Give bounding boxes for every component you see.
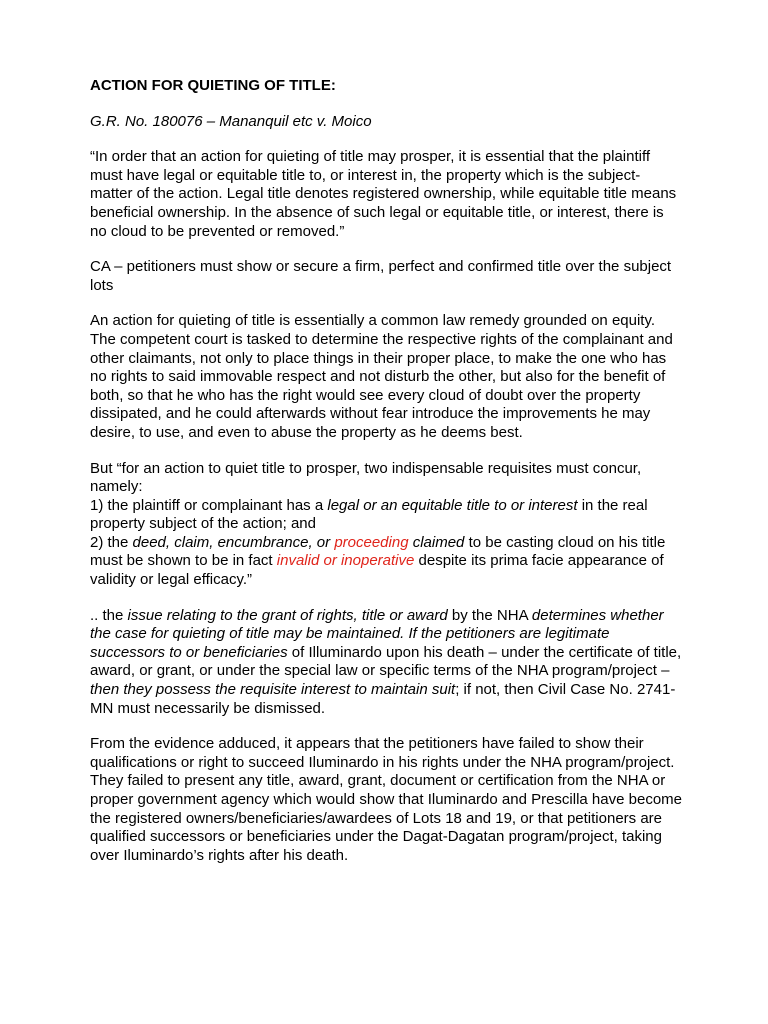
ca-note-paragraph: CA – petitioners must show or secure a firm, perfect and confirmed title over the subject lots xyxy=(90,258,672,294)
equity-paragraph: An action for quieting of title is essentially a common law remedy grounded on equity. The competent court is tasked to determine the respective rights of the complainant and other claimants, not only to place things in their proper place, to make the one who has no rights to said immovable respect and not disturb the other, but also for the benefit of both, so that he who has the right would see every cloud of doubt over the property dissipated, and he could afterwards without fear introduce the improvements he may desire, to use, and even to abuse the property as he deems best. xyxy=(90,312,673,441)
document-body xyxy=(90,77,682,882)
nha-text-e: of Illuminardo upon his death – under the certificate of title, award, or grant, or under the special law or specific terms of the NHA program/project – xyxy=(90,643,682,680)
nha-text-c: by the NHA xyxy=(447,606,532,624)
requisite-2-text-a: 2) the xyxy=(90,533,133,551)
quote-paragraph: “In order that an action for quieting of title may prosper, it is essential that the plaintiff must have legal or equitable title to, or interest in, the property which is the subject-matter of the action. Legal title denotes registered ownership, while equitable title means beneficial ownership. In the absence of such legal or equitable title, or interest, there is no cloud to be prevented or removed.” xyxy=(90,148,677,240)
evidence-paragraph: From the evidence adduced, it appears that the petitioners have failed to show their qualifications or right to succeed Iluminardo in his rights under the NHA program/project. They failed to present any title, award, grant, document or certification from the NHA or proper government agency which would show that Iluminardo and Prescilla have become the registered owners/beneficiaries/awardees of Lots 18 and 19, or that petitioners are qualified successors or beneficiaries under the Dagat-Dagatan program/project, taking over Iluminardo’s rights after his death. xyxy=(90,735,682,864)
requisite-1-text-a: 1) the plaintiff or complainant has a xyxy=(90,496,328,514)
nha-paragraph xyxy=(90,607,682,719)
requisite-2-emphasis-a: deed, claim, encumbrance, or xyxy=(132,533,335,551)
nha-emphasis-issue: issue relating to the grant of rights, title or award xyxy=(127,606,448,624)
requisite-1-emphasis: legal or an equitable title to or interest xyxy=(327,496,578,514)
requisite-item-1 xyxy=(90,497,682,534)
requisite-item-2 xyxy=(90,534,682,590)
nha-text-g: ; if not, then Civil Case No. 2741-MN must necessarily be dismissed. xyxy=(90,681,676,717)
requisite-2-text-g: despite its prima facie appearance of validity or legal efficacy.” xyxy=(90,552,664,589)
requisite-2-text-e: to be casting cloud on his title must be shown to be in fact xyxy=(90,533,666,570)
requisite-1-text-c: in the real property subject of the action; and xyxy=(90,496,648,533)
requisite-2-red-invalid: invalid or inoperative xyxy=(276,552,415,570)
document-heading: ACTION FOR QUIETING OF TITLE: xyxy=(90,77,336,94)
nha-emphasis-determines: determines whether the case for quieting of title may be maintained. If the petitioners are legitimate successors to or beneficiaries xyxy=(90,606,664,661)
nha-text-a: .. the xyxy=(90,606,128,624)
requisite-2-emphasis-claimed: claimed xyxy=(408,533,465,551)
nha-emphasis-possess: then they possess the requisite interest to maintain suit xyxy=(90,681,456,699)
requisites-intro: But “for an action to quiet title to prosper, two indispensable requisites must concur, namely: xyxy=(90,459,642,496)
case-reference: G.R. No. 180076 – Mananquil etc v. Moico xyxy=(90,112,372,130)
requisite-2-red-proceeding: proceeding xyxy=(334,533,409,551)
